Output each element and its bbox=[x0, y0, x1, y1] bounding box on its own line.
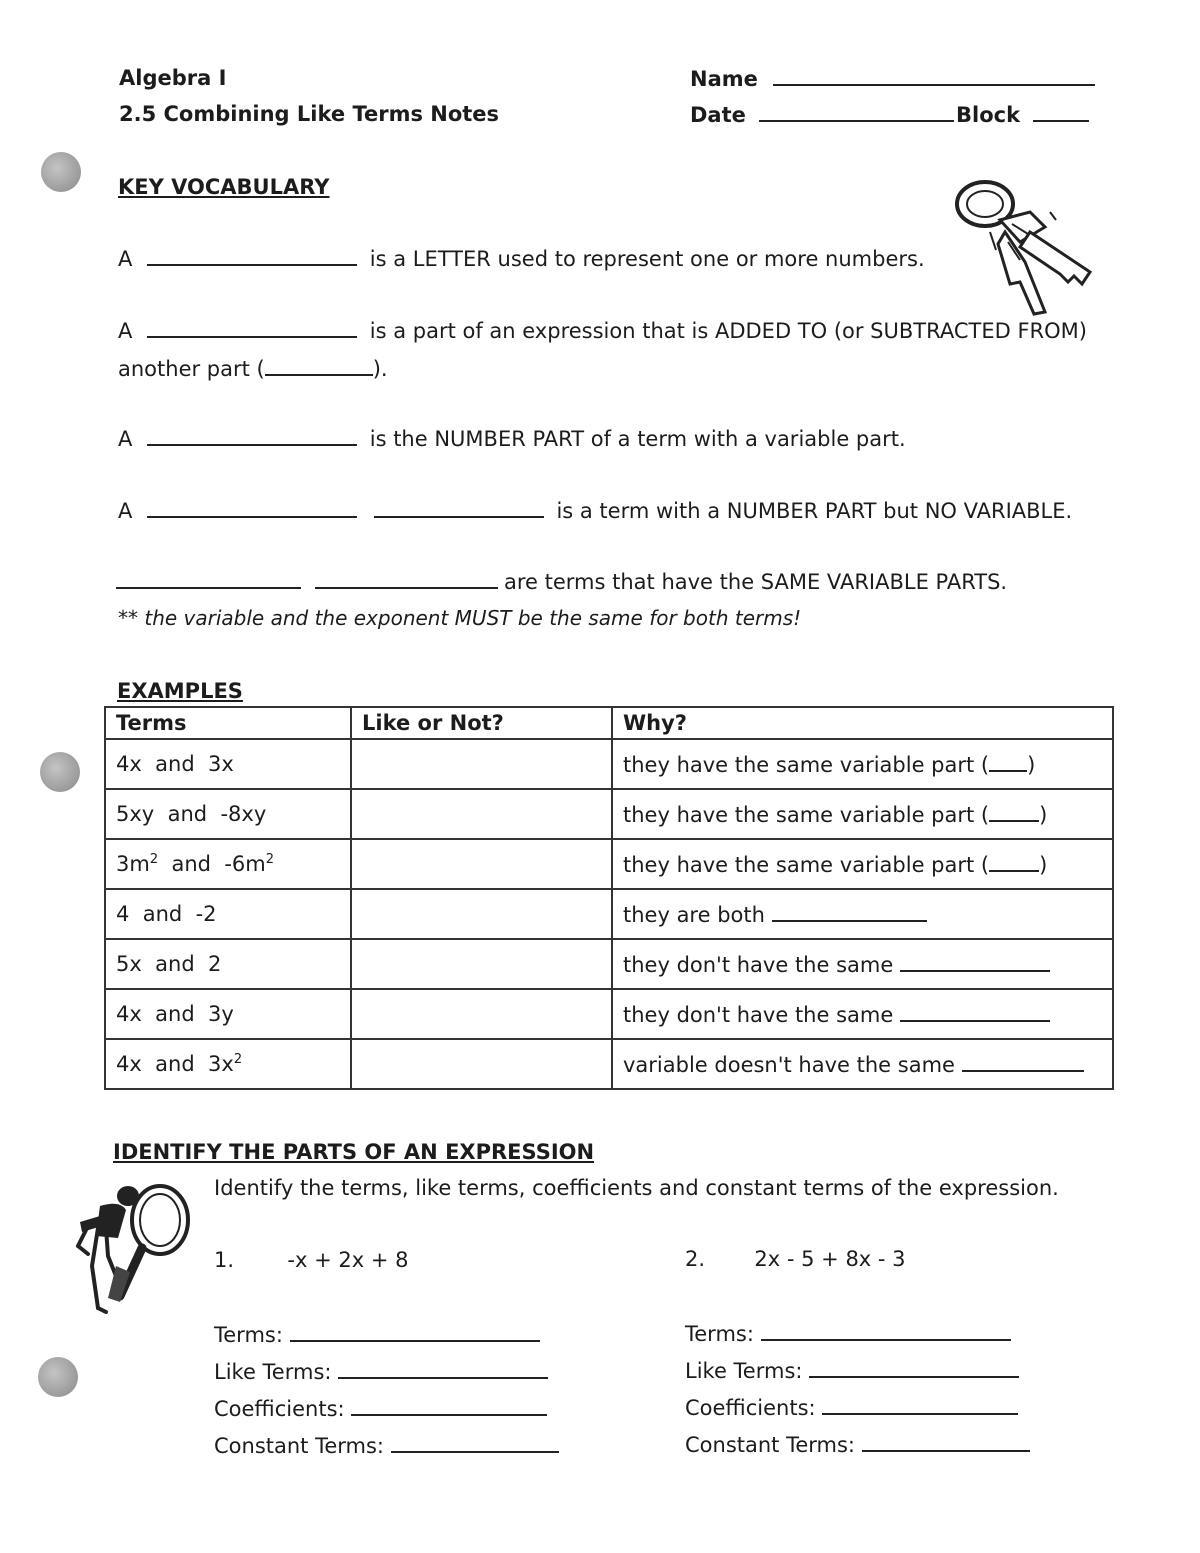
why-cell: they have the same variable part ( ) bbox=[612, 739, 1113, 789]
answer-blank[interactable] bbox=[338, 1359, 548, 1379]
identify-heading: IDENTIFY THE PARTS OF AN EXPRESSION bbox=[113, 1140, 595, 1164]
answer-label: Terms: bbox=[214, 1323, 283, 1347]
answer-constant-terms bbox=[685, 1432, 1030, 1457]
examples-table bbox=[104, 706, 1114, 1090]
vocab-item-term-cont bbox=[118, 356, 388, 381]
terms-cell: 5x and 2 bbox=[105, 939, 351, 989]
vocab-blank[interactable] bbox=[374, 498, 544, 518]
vocab-heading: KEY VOCABULARY bbox=[118, 175, 330, 199]
why-blank[interactable] bbox=[900, 952, 1050, 972]
vocab-blank[interactable] bbox=[315, 569, 498, 589]
table-row bbox=[105, 1039, 1113, 1089]
table-row bbox=[105, 989, 1113, 1039]
date-blank[interactable] bbox=[759, 102, 954, 122]
vocab-definition: is a LETTER used to represent one or more numbers. bbox=[369, 247, 925, 271]
problem-1 bbox=[214, 1248, 408, 1272]
why-blank[interactable] bbox=[989, 852, 1039, 872]
problem-2 bbox=[685, 1247, 906, 1271]
answer-terms bbox=[685, 1321, 1011, 1346]
answer-label: Constant Terms: bbox=[214, 1434, 384, 1458]
answer-like-terms bbox=[214, 1359, 548, 1384]
terms-cell: 4x and 3y bbox=[105, 989, 351, 1039]
answer-label: Terms: bbox=[685, 1322, 754, 1346]
table-header-row bbox=[105, 707, 1113, 739]
punch-hole-icon bbox=[40, 752, 80, 792]
answer-blank[interactable] bbox=[822, 1395, 1018, 1415]
why-cell: they don't have the same bbox=[612, 939, 1113, 989]
vocab-item-variable bbox=[118, 246, 925, 271]
punch-hole-icon bbox=[38, 1357, 78, 1397]
name-blank[interactable] bbox=[773, 66, 1095, 86]
vocab-blank[interactable] bbox=[116, 569, 301, 589]
vocab-item-prefix: A bbox=[118, 427, 133, 451]
table-row bbox=[105, 939, 1113, 989]
why-cell: they have the same variable part ( ) bbox=[612, 789, 1113, 839]
like-or-not-cell[interactable] bbox=[351, 1039, 612, 1089]
course-title: Algebra I bbox=[119, 66, 227, 90]
block-field bbox=[956, 102, 1089, 127]
answer-coefficients bbox=[685, 1395, 1018, 1420]
vocab-item-coefficient bbox=[118, 426, 906, 451]
answer-like-terms bbox=[685, 1358, 1019, 1383]
vocab-definition: is a part of an expression that is ADDED TO (or SUBTRACTED FROM) bbox=[369, 319, 1087, 343]
column-header: Terms bbox=[105, 707, 351, 739]
terms-cell: 5xy and -8xy bbox=[105, 789, 351, 839]
table-row bbox=[105, 739, 1113, 789]
vocab-item-prefix: A bbox=[118, 319, 133, 343]
why-blank[interactable] bbox=[962, 1052, 1084, 1072]
like-or-not-cell[interactable] bbox=[351, 889, 612, 939]
table-row bbox=[105, 789, 1113, 839]
vocab-blank[interactable] bbox=[147, 498, 357, 518]
why-cell: they have the same variable part ( ) bbox=[612, 839, 1113, 889]
problem-expression: 2x - 5 + 8x - 3 bbox=[754, 1247, 906, 1271]
why-blank[interactable] bbox=[989, 752, 1027, 772]
date-field bbox=[690, 102, 954, 127]
vocab-definition: is a term with a NUMBER PART but NO VARIABLE. bbox=[556, 499, 1073, 523]
like-or-not-cell[interactable] bbox=[351, 789, 612, 839]
identify-instructions: Identify the terms, like terms, coefficients and constant terms of the expression. bbox=[214, 1176, 1059, 1200]
name-field bbox=[690, 66, 1095, 91]
terms-cell: 4x and $3x^2$ bbox=[105, 1039, 351, 1089]
vocab-note: ** the variable and the exponent MUST be the same for both terms! bbox=[118, 606, 802, 630]
keys-icon bbox=[950, 172, 1100, 322]
column-header: Like or Not? bbox=[351, 707, 612, 739]
why-blank[interactable] bbox=[989, 802, 1039, 822]
why-cell: they are both bbox=[612, 889, 1113, 939]
like-or-not-cell[interactable] bbox=[351, 839, 612, 889]
why-blank[interactable] bbox=[772, 902, 927, 922]
vocab-blank[interactable] bbox=[147, 318, 357, 338]
vocab-blank[interactable] bbox=[147, 246, 357, 266]
vocab-blank[interactable] bbox=[265, 356, 373, 376]
problem-number: 1. bbox=[214, 1248, 235, 1272]
answer-label: Constant Terms: bbox=[685, 1433, 855, 1457]
answer-blank[interactable] bbox=[391, 1433, 559, 1453]
block-blank[interactable] bbox=[1033, 102, 1089, 122]
answer-label: Coefficients: bbox=[685, 1396, 816, 1420]
examples-heading: EXAMPLES bbox=[117, 679, 243, 703]
vocab-item-prefix: A bbox=[118, 499, 133, 523]
vocab-definition-cont: ). bbox=[372, 357, 388, 381]
why-cell: variable doesn't have the same bbox=[612, 1039, 1113, 1089]
answer-coefficients bbox=[214, 1396, 547, 1421]
name-label: Name bbox=[690, 67, 758, 91]
magnifying-glass-person-icon bbox=[70, 1176, 200, 1318]
answer-blank[interactable] bbox=[862, 1432, 1030, 1452]
like-or-not-cell[interactable] bbox=[351, 739, 612, 789]
date-label: Date bbox=[690, 103, 746, 127]
like-or-not-cell[interactable] bbox=[351, 939, 612, 989]
block-label: Block bbox=[956, 103, 1021, 127]
terms-cell: 4x and 3x bbox=[105, 739, 351, 789]
vocab-item-constant-term bbox=[118, 498, 1072, 523]
problem-number: 2. bbox=[685, 1247, 706, 1271]
answer-blank[interactable] bbox=[809, 1358, 1019, 1378]
vocab-definition: is the NUMBER PART of a term with a variable part. bbox=[369, 427, 906, 451]
vocab-definition: are terms that have the SAME VARIABLE PARTS. bbox=[504, 570, 1008, 594]
vocab-definition-cont: another part ( bbox=[118, 357, 265, 381]
why-cell: they don't have the same bbox=[612, 989, 1113, 1039]
lesson-title: 2.5 Combining Like Terms Notes bbox=[119, 102, 500, 126]
table-row bbox=[105, 839, 1113, 889]
why-blank[interactable] bbox=[900, 1002, 1050, 1022]
table-row bbox=[105, 889, 1113, 939]
answer-label: Like Terms: bbox=[214, 1360, 332, 1384]
vocab-blank[interactable] bbox=[147, 426, 357, 446]
punch-hole-icon bbox=[41, 152, 81, 192]
vocab-item-prefix: A bbox=[118, 247, 133, 271]
answer-constant-terms bbox=[214, 1433, 559, 1458]
like-or-not-cell[interactable] bbox=[351, 989, 612, 1039]
answer-blank[interactable] bbox=[761, 1321, 1011, 1341]
problem-expression: -x + 2x + 8 bbox=[287, 1248, 409, 1272]
answer-label: Like Terms: bbox=[685, 1359, 803, 1383]
answer-label: Coefficients: bbox=[214, 1397, 345, 1421]
vocab-item-term bbox=[118, 318, 1087, 343]
terms-cell: 4 and -2 bbox=[105, 889, 351, 939]
answer-terms bbox=[214, 1322, 540, 1347]
terms-cell: $3m^2$ and $-6m^2$ bbox=[105, 839, 351, 889]
column-header: Why? bbox=[612, 707, 1113, 739]
vocab-item-like-terms bbox=[116, 569, 1007, 594]
answer-blank[interactable] bbox=[351, 1396, 547, 1416]
answer-blank[interactable] bbox=[290, 1322, 540, 1342]
